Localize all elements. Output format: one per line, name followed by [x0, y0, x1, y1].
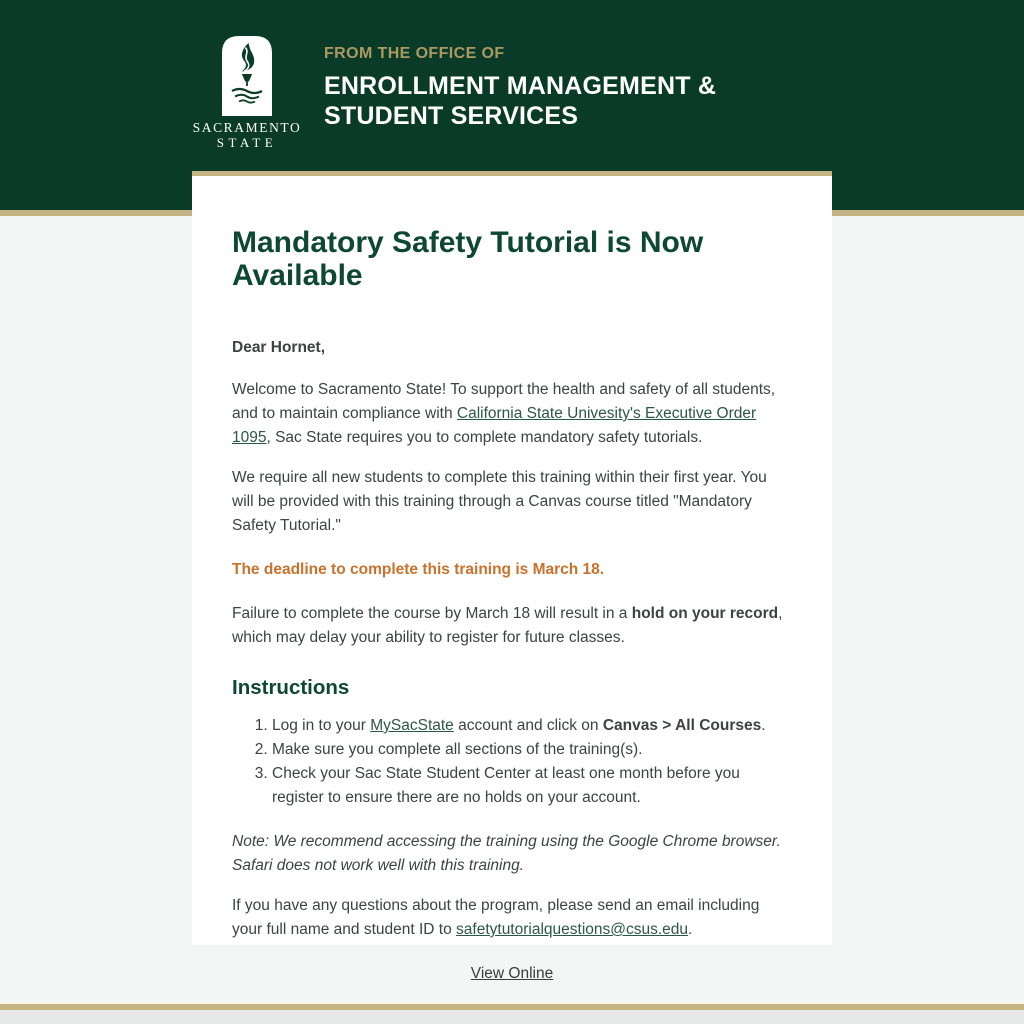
questions-text-before-link: If you have any questions about the program, please send an email including your full name and student ID to: [232, 897, 760, 938]
wordmark-sacramento: SACRAMENTO: [192, 120, 302, 135]
mysacstate-link[interactable]: MySacState: [370, 717, 454, 734]
welcome-text-after-link: , Sac State requires you to complete mandatory safety tutorials.: [266, 429, 703, 446]
canvas-bold-text: Canvas > All Courses: [602, 717, 762, 734]
step1-text-after: .: [761, 717, 766, 734]
logo-wordmark: [193, 120, 302, 150]
dept-title-line2: STUDENT SERVICES: [324, 102, 579, 130]
sacstate-logo: [192, 36, 302, 150]
instruction-step-2: 2. Make sure you complete all sections of the training(s).: [272, 738, 792, 762]
email-card: [192, 171, 832, 945]
safety-questions-email-link[interactable]: safetytutorialquestions@csus.edu: [456, 921, 689, 938]
greeting-text: Dear Hornet,: [232, 339, 326, 356]
bottom-strip: [0, 1010, 1024, 1024]
training-paragraph: We require all new students to complete this training within their first year. You will be provided with this training through a Canvas course titled "Mandatory Safety Tutorial.": [232, 469, 767, 534]
instructions-heading: Instructions: [232, 676, 350, 699]
note-paragraph: Note: We recommend accessing the training using the Google Chrome browser. Safari does not work well with this training.: [232, 833, 781, 874]
header-titles: [324, 36, 716, 131]
welcome-text-before-link: Welcome to Sacramento State! To support the health and safety of all students, and to maintain compliance with: [232, 381, 776, 422]
email-headline: Mandatory Safety Tutorial is Now Available: [232, 226, 704, 292]
instructions-list: [232, 714, 792, 810]
questions-text-after-link: .: [688, 921, 693, 938]
hold-paragraph: [232, 602, 792, 650]
deadline-text: The deadline to complete this training is March 18.: [232, 561, 605, 578]
gold-divider-bottom: [0, 1002, 1024, 1010]
step1-text-middle: account and click on: [453, 717, 603, 734]
header-eyebrow: FROM THE OFFICE OF: [324, 45, 505, 62]
view-online-link[interactable]: View Online: [470, 964, 554, 982]
view-online-bar: [0, 945, 1024, 1002]
hold-bold-text: hold on your record: [631, 605, 779, 622]
hold-text-after-bold: , which may delay your ability to register for future classes.: [232, 605, 783, 646]
sacstate-flame-shield-icon: [222, 36, 272, 116]
wordmark-state: STATE: [216, 135, 278, 150]
step1-text-before-link: Log in to your: [272, 717, 371, 734]
hold-text-before-bold: Failure to complete the course by March 18 will result in a: [232, 605, 632, 622]
header-dept-title: [324, 71, 716, 131]
welcome-paragraph: [232, 378, 792, 450]
instruction-step-3: 3. Check your Sac State Student Center at least one month before you register to ensure there are no holds on your account.: [272, 762, 792, 810]
header-inner: [192, 0, 832, 150]
dept-title-line1: ENROLLMENT MANAGEMENT &: [324, 72, 717, 100]
instruction-step-1: [272, 714, 792, 738]
eo-1095-link[interactable]: California State Univesity's Executive Order 1095: [232, 405, 757, 446]
questions-paragraph: [232, 894, 792, 942]
